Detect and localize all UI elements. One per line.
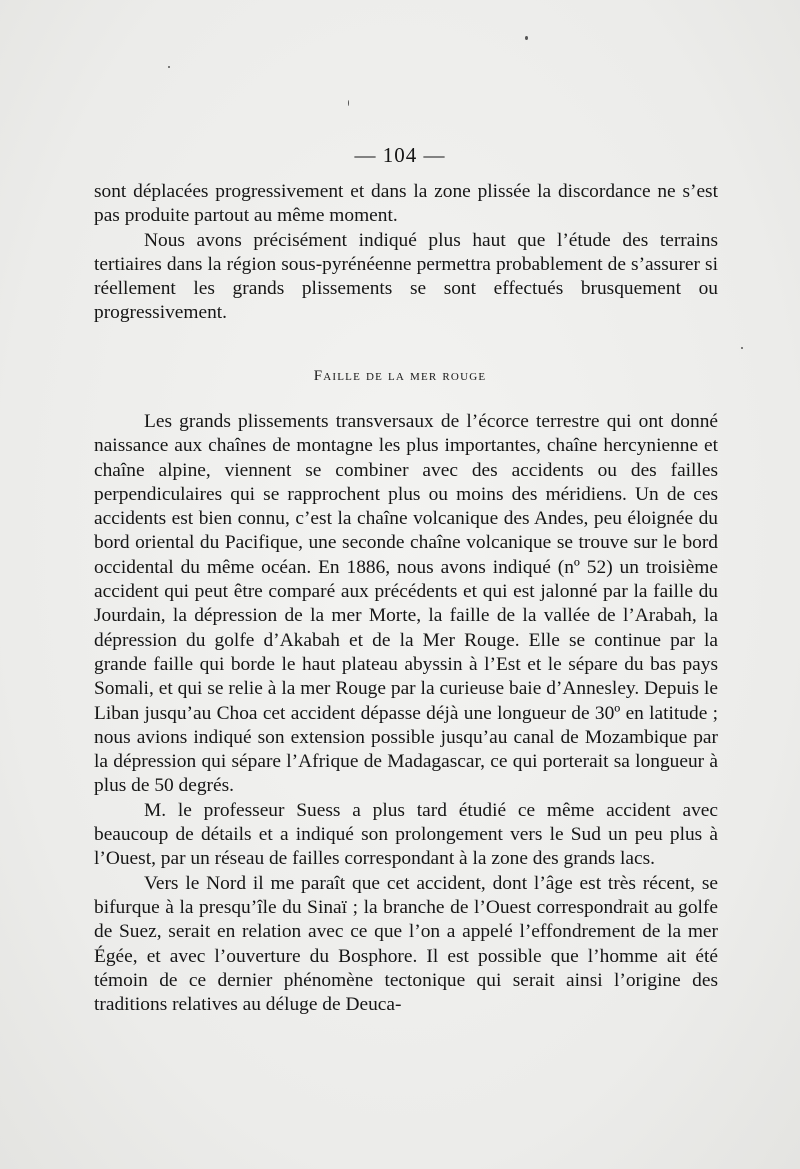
ink-speck	[348, 100, 349, 106]
paragraph: sont déplacées progressivement et dans la zone plissée la discordance ne s’est pas produite partout au même moment.	[94, 181, 718, 227]
text-block-top	[94, 180, 718, 326]
ink-speck	[168, 66, 170, 68]
paragraph: Vers le Nord il me paraît que cet accident, dont l’âge est très récent, se bifurque à la presqu’île du Sinaï ; la branche de l’Ouest correspondrait au golfe de Suez, serait en relation avec ce que l’on a appelé l’effondrement de la mer Égée, et avec l’ouverture du Bosphore. Il est possible que l’homme ait été témoin de ce dernier phénomène tectonique qui serait ainsi l’origine des traditions relatives au déluge de Deuca-	[94, 872, 718, 1016]
paragraph: Nous avons précisément indiqué plus haut que l’étude des terrains tertiaires dans la région sous-pyrénéenne permettra probablement de s’assurer si réellement les grands plissements se sont effectués brusquement ou progressivement.	[94, 229, 718, 324]
paragraph: M. le professeur Suess a plus tard étudié ce même accident avec beaucoup de détails et a indiqué son prolongement vers le Sud un peu plus à l’Ouest, par un réseau de failles correspondant à la zone des grands lacs.	[94, 799, 718, 870]
section-heading: Faille de la mer rouge	[313, 368, 487, 384]
page-number: — 104 —	[354, 143, 446, 167]
paragraph: Les grands plissements transversaux de l’écorce terrestre qui ont donné naissance aux chaînes de montagne les plus importantes, chaîne hercynienne et chaîne alpine, viennent se combiner avec des accidents ou des failles perpendiculaires qui se rapprochent plus ou moins des méridiens. Un de ces accidents est bien connu, c’est la chaîne volcanique des Andes, peu éloignée du bord oriental du Pacifique, une seconde chaîne volcanique se trouve sur le bord occidental du même océan. En 1886, nous avons indiqué (nº 52) un troisième accident qui peut être comparé aux précédents et qui est jalonné par la faille du Jourdain, la dépression de la mer Morte, la faille de la vallée de l’Arabah, la dépression du golfe d’Akabah et de la Mer Rouge. Elle se continue par la grande faille qui borde le haut plateau abyssin à l’Est et le sépare du bas pays Somali, et qui se relie à la mer Rouge par la curieuse baie d’Annesley. Depuis le Liban jusqu’au Choa cet accident dépasse déjà une longueur de 30º en latitude ; nous avions indiqué son extension possible jusqu’au canal de Mozambique par la dépression qui sépare l’Afrique de Madagascar, ce qui porterait sa longueur à plus de 50 degrés.	[94, 411, 718, 797]
text-block-section	[94, 410, 718, 1017]
ink-speck	[741, 347, 743, 349]
ink-speck	[525, 36, 528, 40]
